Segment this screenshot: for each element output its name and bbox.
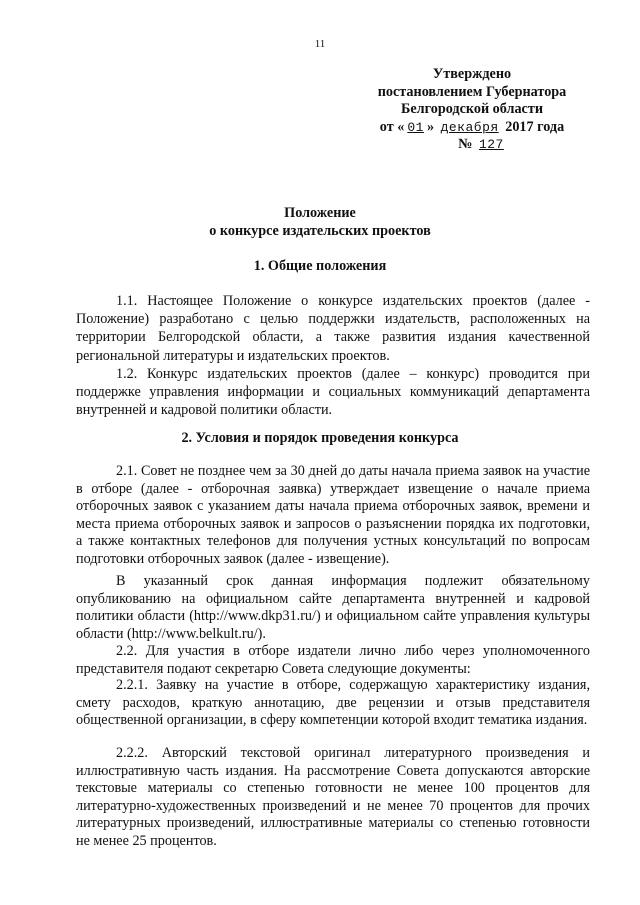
approval-date [352,119,592,137]
document-title [0,205,640,240]
date-prefix: от « [379,118,405,135]
section-2-heading: 2. Условия и порядок проведения конкурса [181,430,459,446]
paragraph-2-1: 2.1. Совет не позднее чем за 30 дней до даты начала приема заявок на участие в отборе (далее - отборочная заявка) утверждает извещение о начале приема отборочных заявок с указанием даты начала приема отборочных заявок, времени и места приема отборочных заявок и запросов о разъяснении порядка их подготовки, а также контактных телефонов для получения устных консультаций по вопросам подготовки отборочных заявок (далее - извещение). [76,463,590,567]
title-line-2: о конкурсе издательских проектов [209,222,431,239]
paragraph-2-2-2: 2.2.2. Авторский текстовой оригинал литературного произведения и иллюстративную часть издания. На рассмотрение Совета допускаются авторские текстовые материалы со степенью готовности не менее 100 процентов для литературно-художественных произведений и не менее 70 процентов для прочих литературных произведений, иллюстративные материалы со степенью готовности не менее 25 процентов. [76,745,590,849]
paragraph-2-2: 2.2. Для участия в отборе издатели лично либо через уполномоченного представителя подают секретарю Совета следующие документы: [76,643,590,677]
paragraph-1-1: 1.1. Настоящее Положение о конкурсе издательских проектов (далее - Положение) разработано с целью поддержки издательств, расположенных на территории Белгородской области, а также развития издания качественной региональной литературы и издательских проектов. [76,293,590,364]
paragraph-2-1-continued: В указанный срок данная информация подлежит обязательному опубликованию на официальном сайте департамента внутренней и кадровой политики области (http://www.dkp31.ru/) и официальном сайте управления культуры области (http://www.belkult.ru/). [76,573,590,642]
approval-line-3: Белгородской области [401,101,543,118]
page-number: 11 [314,38,326,50]
date-month: декабря [440,119,499,135]
approval-line-2: постановлением Губернатора [377,83,567,100]
title-line-1: Положение [284,205,356,221]
approval-line-1: Утверждено [432,66,512,82]
approval-number [352,136,592,154]
date-mid: » [426,118,435,135]
number-prefix: № [458,136,473,153]
number-value: 127 [478,137,504,153]
date-year: 2017 года [505,118,565,135]
paragraph-1-2: 1.2. Конкурс издательских проектов (далее – конкурс) проводится при поддержке управления информации и социальных коммуникаций департамента внутренней и кадровой политики области. [76,366,590,419]
paragraph-2-2-1: 2.2.1. Заявку на участие в отборе, содержащую характеристику издания, смету расходов, краткую аннотацию, две рецензии и отзыв представителя общественной организации, в сферу компетенции которой входит тематика издания. [76,677,590,729]
date-day: 01 [407,119,424,135]
approval-stamp [352,66,592,154]
section-1-heading: 1. Общие положения [253,258,387,274]
